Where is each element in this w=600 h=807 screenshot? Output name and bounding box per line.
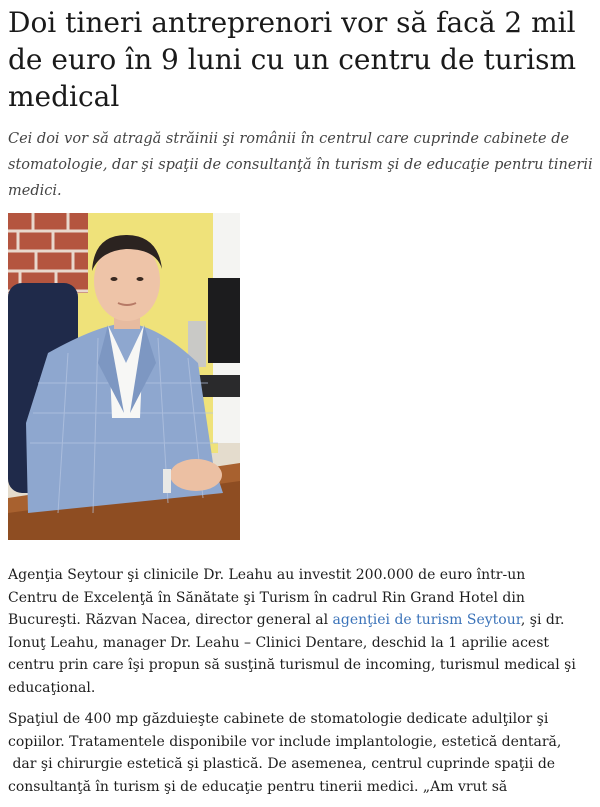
article-title-line: medical [8, 80, 120, 113]
paragraph-line: dar şi chirurgie estetică şi plastică. De asemenea, centrul cuprinde spaţii de [8, 756, 556, 772]
article-paragraph [8, 564, 600, 699]
paragraph-text: Bucureşti. Răzvan Nacea, director general al [8, 612, 333, 628]
article-lead [8, 126, 600, 204]
paragraph-line: Ionuţ Leahu, manager Dr. Leahu – Clinici Dentare, deschid la 1 aprilie acest [8, 634, 550, 651]
paragraph-line: consultanţă în turism şi de educaţie pentru tinerii medici. „Am vrut să [8, 778, 508, 795]
paragraph-line: copiilor. Tratamentele disponibile vor include implantologie, estetică dentară, [8, 733, 562, 750]
paragraph-line: educaţional. [8, 679, 96, 696]
paragraph-line: Centru de Excelenţă în Sănătate şi Turism în cadrul Rin Grand Hotel din [8, 589, 525, 606]
paragraph-text: , şi dr. [520, 612, 565, 628]
article-paragraph [8, 708, 600, 798]
paragraph-line: centru prin care îşi propun să susţină turismul de incoming, turismul medical şi [8, 657, 576, 673]
article-lead-line: medici. [8, 183, 62, 199]
article-title-line: Doi tineri antreprenori vor să facă 2 mil [8, 6, 576, 39]
article-lead-line: stomatologie, dar şi spaţii de consultanţă în turism şi de educaţie pentru tinerii [8, 157, 593, 173]
paragraph-line: Agenţia Seytour şi clinicile Dr. Leahu au investit 200.000 de euro într-un [8, 567, 526, 583]
article-title-line: de euro în 9 luni cu un centru de turism [8, 43, 576, 76]
paragraph-line: Spaţiul de 400 mp găzduieşte cabinete de stomatologie dedicate adulţilor şi [8, 711, 549, 727]
seytour-link[interactable]: agenţiei de turism Seytour [332, 612, 521, 628]
portrait-illustration [8, 213, 240, 540]
paragraph-line [8, 609, 600, 632]
person-hands [170, 459, 222, 491]
monitor [208, 278, 240, 363]
article-lead-line: Cei doi vor să atragă străinii şi românii în centrul care cuprinde cabinete de [8, 131, 570, 147]
article-title [8, 4, 600, 115]
article-body [8, 564, 600, 807]
article-photo [8, 213, 240, 540]
